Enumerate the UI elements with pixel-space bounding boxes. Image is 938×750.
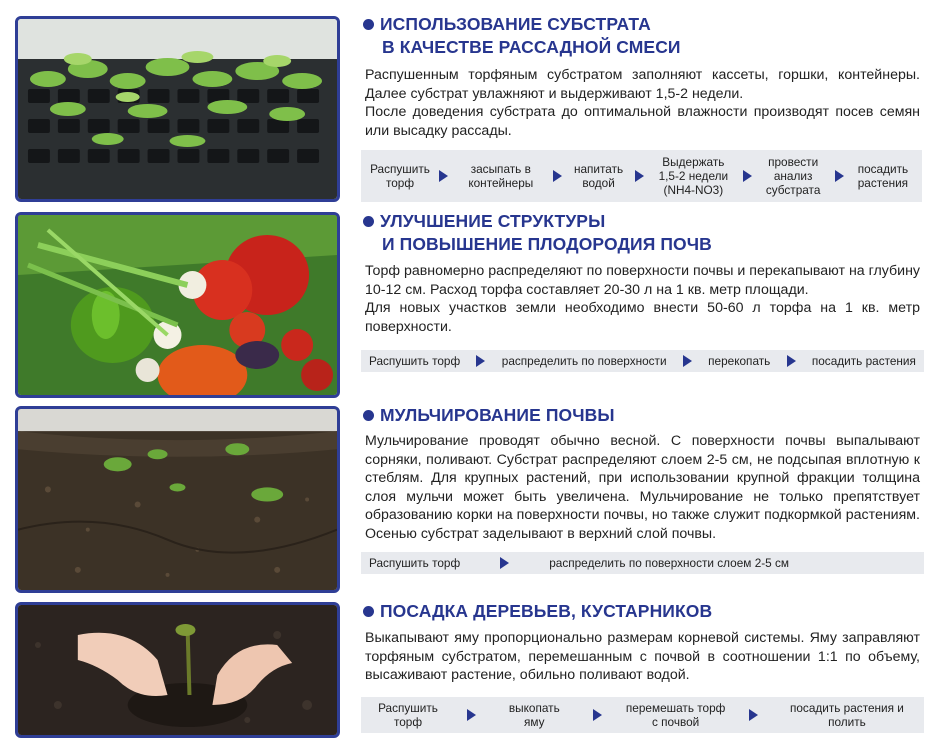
- section-paragraph: Для новых участков земли необходимо внести 50-60 л торфа на 1 кв. метр поверхности.: [365, 300, 920, 335]
- arrow-right-icon: [683, 355, 692, 367]
- arrow-right-icon: [635, 170, 644, 182]
- process-flow: [361, 350, 924, 372]
- arrow-right-icon: [835, 170, 844, 182]
- flow-step: распределить по поверхности: [501, 354, 667, 368]
- section-seedling-mix: [361, 13, 924, 202]
- arrow-right-icon: [749, 709, 758, 721]
- bullet-icon: [363, 19, 374, 30]
- section-paragraph: Распушенным торфяным субстратом заполняют кассеты, горшки, контейнеры. Далее субстрат увлажняют и выдерживают 1,5-2 недели.: [365, 67, 920, 102]
- arrow-right-icon: [439, 170, 448, 182]
- flow-step: выкопать яму: [508, 700, 560, 729]
- section-heading: УЛУЧШЕНИЕ СТРУКТУРЫ И ПОВЫШЕНИЕ ПЛОДОРОДИЯ ПОЧВ: [361, 210, 924, 256]
- section-soil-improvement: [361, 210, 924, 372]
- arrow-right-icon: [743, 170, 752, 182]
- seedling-tray-photo: [15, 16, 340, 202]
- section-paragraph: Выкапывают яму пропорционально размерам корневой системы. Яму заправляют торфяным субстратом, перемешанным с почвой в соотношении 1:1 по объему, высаживают растение, обильно поливают водой.: [365, 630, 920, 683]
- bullet-icon: [363, 410, 374, 421]
- flow-step: провести анализ субстрата: [765, 155, 821, 197]
- flow-step: посадить растения: [811, 354, 916, 368]
- flow-step: посадить растения: [857, 162, 909, 190]
- flow-step: напитать водой: [573, 162, 624, 190]
- process-flow: [361, 552, 924, 574]
- flow-step: перекопать: [708, 354, 771, 368]
- arrow-right-icon: [467, 709, 476, 721]
- flow-step: Распушить торф: [378, 700, 438, 729]
- section-heading: МУЛЬЧИРОВАНИЕ ПОЧВЫ: [361, 404, 924, 427]
- flow-step: посадить растения и полить: [789, 700, 904, 729]
- section-paragraph: Мульчирование проводят обычно весной. С поверхности почвы выпалывают сорняки, поливают. Субстрат распределяют слоем 2-5 см, не подсыпая вплотную к стеблям. Для крупных растений, при использовании крупной фракции толщина слоя мульчи может быть увеличена. Мульчирование не только препятствует образованию корки на поверхности почвы, но также служит подкормкой растениям. Осенью субстрат заделывают в верхний слой почвы.: [365, 433, 920, 542]
- flow-step: Распушить торф: [370, 162, 430, 190]
- section-paragraph: После доведения субстрата до оптимальной влажности производят посев семян или высадку рассады.: [365, 104, 920, 139]
- flow-step: Распушить торф: [369, 354, 461, 368]
- section-mulching: [361, 404, 924, 574]
- arrow-right-icon: [787, 355, 796, 367]
- planting-hands-photo: [15, 602, 340, 738]
- arrow-right-icon: [553, 170, 562, 182]
- section-heading: ПОСАДКА ДЕРЕВЬЕВ, КУСТАРНИКОВ: [361, 600, 924, 623]
- vegetables-photo: [15, 212, 340, 398]
- section-tree-planting: [361, 600, 924, 733]
- process-flow: [361, 697, 924, 733]
- process-flow: [361, 150, 922, 202]
- arrow-right-icon: [476, 355, 485, 367]
- section-heading: ИСПОЛЬЗОВАНИЕ СУБСТРАТА В КАЧЕСТВЕ РАССАДНОЙ СМЕСИ: [361, 13, 924, 59]
- arrow-right-icon: [500, 557, 509, 569]
- mulched-soil-photo: [15, 406, 340, 593]
- flow-step: Распушить торф: [369, 556, 461, 570]
- flow-step: Выдержать 1,5-2 недели (NH4-NO3): [658, 155, 729, 197]
- flow-step: распределить по поверхности слоем 2-5 см: [549, 556, 790, 570]
- flow-step: засыпать в контейнеры: [468, 162, 534, 190]
- bullet-icon: [363, 216, 374, 227]
- arrow-right-icon: [593, 709, 602, 721]
- section-paragraph: Торф равномерно распределяют по поверхности почвы и перекапывают на глубину 10-12 см. Расход торфа составляет 20-30 л на 1 кв. метр площади.: [365, 263, 920, 298]
- flow-step: перемешать торф с почвой: [625, 700, 726, 729]
- bullet-icon: [363, 606, 374, 617]
